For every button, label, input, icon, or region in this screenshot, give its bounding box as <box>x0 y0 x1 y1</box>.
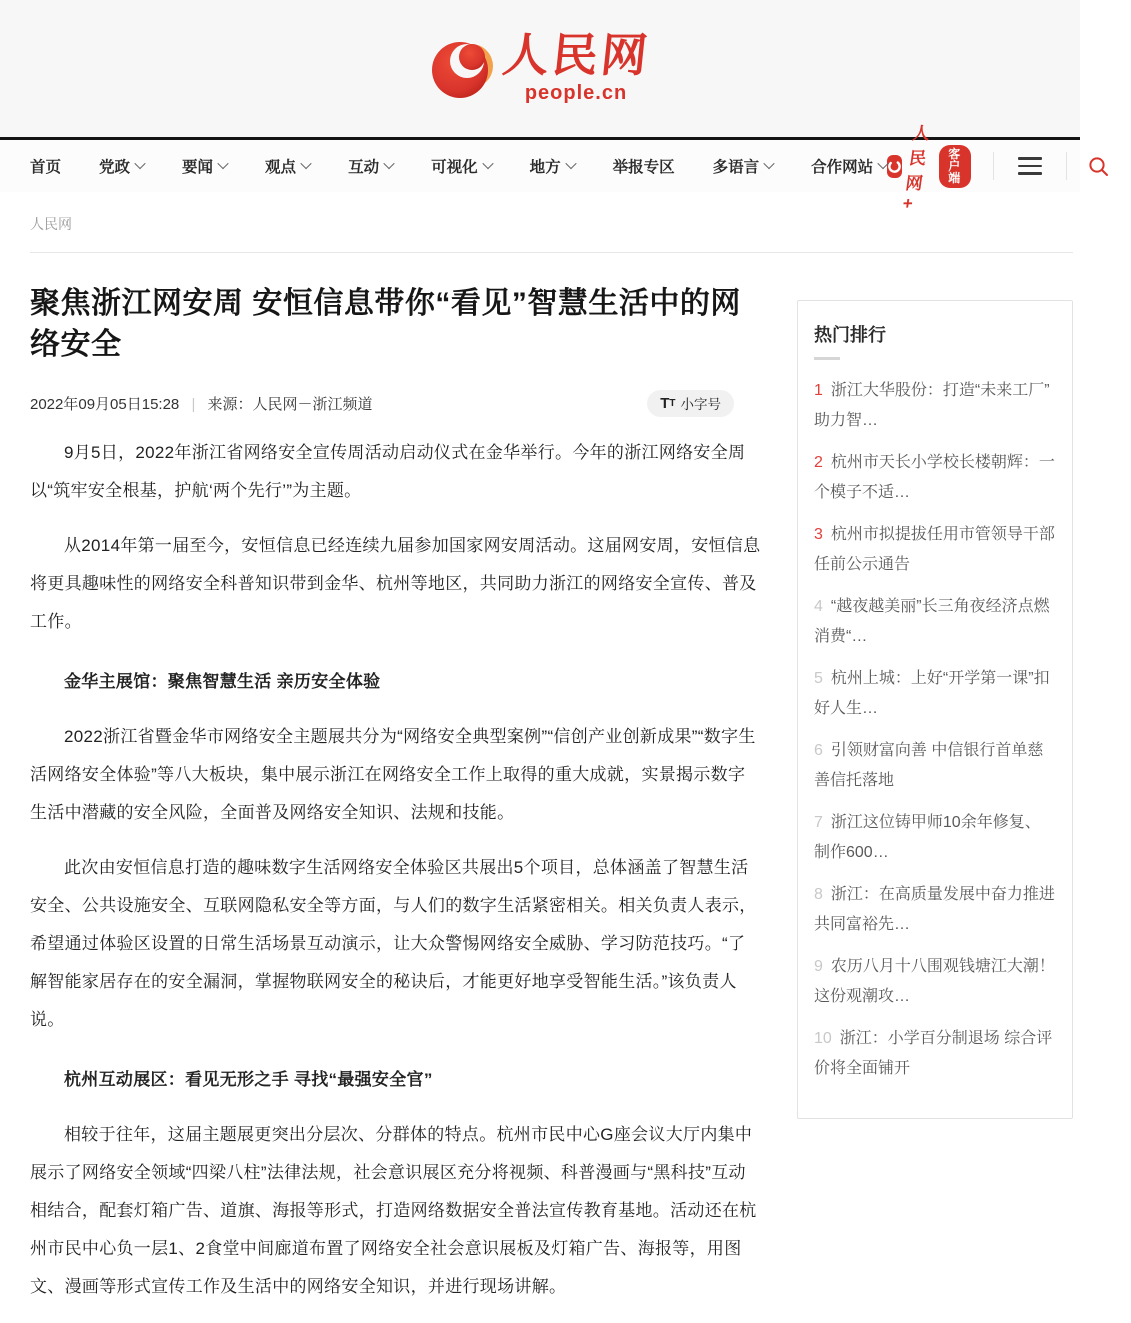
font-size-label: 小字号 <box>680 397 721 413</box>
source-link[interactable]: 人民网－浙江频道 <box>252 395 373 413</box>
nav-item-label: 可视化 <box>431 159 478 176</box>
chevron-down-icon <box>217 157 228 168</box>
hot-rank-underline <box>814 357 840 360</box>
nav-item-label: 观点 <box>265 159 297 176</box>
article-meta-left <box>30 393 373 414</box>
vertical-divider <box>1066 152 1067 180</box>
nav-item <box>613 155 675 177</box>
nav-item-label: 多语言 <box>712 159 760 176</box>
rank-text: “越夜越美丽”长三角夜经济点燃消费“… <box>814 598 1050 645</box>
rank-number: 9 <box>814 958 823 975</box>
main-nav <box>0 123 1080 213</box>
menu-icon-bar <box>1018 172 1042 175</box>
article-paragraph: 从2014年第一届至今，安恒信息已经连续九届参加国家网安周活动。这届网安周，安恒信息将更具趣味性的网络安全科普知识带到金华、杭州等地区，共同助力浙江的网络安全宣传、普及工作。 <box>30 535 761 631</box>
page-body <box>0 253 1080 1323</box>
chevron-down-icon <box>383 157 394 168</box>
rank-number: 10 <box>814 1030 832 1047</box>
hot-rank-panel <box>797 300 1073 1119</box>
app-client-pill: 客户端 <box>939 145 971 188</box>
nav-item <box>713 155 774 177</box>
search-button[interactable] <box>1088 156 1109 177</box>
menu-icon-bar <box>1018 165 1042 168</box>
nav-link[interactable] <box>811 155 887 177</box>
meta-separator: | <box>191 395 196 413</box>
app-badge-brand: 人民网+ <box>901 123 933 213</box>
nav-item <box>348 155 393 177</box>
article-body <box>30 434 762 1306</box>
rank-text: 杭州上城：上好“开学第一课”扣好人生… <box>814 670 1050 717</box>
nav-item-label: 互动 <box>348 159 380 176</box>
peoplesdaily-plus-badge[interactable] <box>887 119 971 214</box>
nav-link[interactable] <box>613 155 675 177</box>
nav-item <box>99 155 144 177</box>
hot-rank-item[interactable] <box>814 448 1056 508</box>
nav-link[interactable] <box>713 155 774 177</box>
article-paragraph: 9月5日，2022年浙江省网络安全宣传周活动启动仪式在金华举行。今年的浙江网络安全周以“筑牢安全根基，护航‘两个先行’”为主题。 <box>30 442 746 500</box>
hamburger-menu-button[interactable] <box>1016 155 1044 177</box>
nav-item <box>265 155 310 177</box>
rank-text: 浙江这位铸甲师10余年修复、制作600… <box>814 814 1041 861</box>
hot-rank-item[interactable] <box>814 376 1056 436</box>
rank-number: 7 <box>814 814 823 831</box>
hot-rank-title: 热门排行 <box>814 325 886 345</box>
hot-rank-item[interactable] <box>814 1024 1056 1084</box>
nav-item <box>30 155 61 177</box>
nav-link[interactable] <box>431 155 492 177</box>
nav-item-label: 合作网站 <box>811 159 874 176</box>
nav-item-label: 党政 <box>99 159 131 176</box>
rank-text: 浙江：小学百分制退场 综合评价将全面铺开 <box>814 1030 1053 1077</box>
rank-text: 杭州市拟提拔任用市管领导干部任前公示通告 <box>814 526 1055 573</box>
nav-link[interactable] <box>348 155 393 177</box>
hot-rank-item[interactable] <box>814 592 1056 652</box>
logo-en: people.cn <box>524 82 628 104</box>
article-paragraph: 金华主展馆：聚焦智慧生活 亲历安全体验 <box>64 671 381 691</box>
nav-item <box>811 155 887 177</box>
hot-rank-item[interactable] <box>814 736 1056 796</box>
breadcrumb-link-people[interactable]: 人民网 <box>30 216 72 232</box>
nav-item <box>530 155 575 177</box>
chevron-down-icon <box>134 157 145 168</box>
rank-number: 3 <box>814 526 823 543</box>
nav-item-label: 地方 <box>529 159 561 176</box>
hot-rank-item[interactable] <box>814 520 1056 580</box>
hot-rank-item[interactable] <box>814 808 1056 868</box>
rank-text: 杭州市天长小学校长楼朝辉：一个模子不适… <box>814 454 1055 501</box>
hot-rank-item[interactable] <box>814 952 1056 1012</box>
rank-text: 引领财富向善 中信银行首单慈善信托落地 <box>814 742 1044 789</box>
article-title: 聚焦浙江网安周 安恒信息带你“看见”智慧生活中的网络安全 <box>30 287 741 362</box>
search-icon <box>1088 156 1109 177</box>
nav-link[interactable] <box>182 155 227 177</box>
nav-right-cluster <box>887 119 1131 214</box>
hot-rank-item[interactable] <box>814 664 1056 724</box>
article-paragraph: 此次由安恒信息打造的趣味数字生活网络安全体验区共展出5个项目，总体涵盖了智慧生活安全、公共设施安全、互联网隐私安全等方面，与人们的数字生活紧密相关。相关负责人表示，希望通过体验区设置的日常生活场景互动演示，让大众警惕网络安全威胁、学习防范技巧。“了解智能家居存在的安全漏洞，掌握物联网安全的秘诀后，才能更好地享受智能生活。”该负责人说。 <box>30 857 757 1029</box>
font-size-icon-small: T <box>669 397 676 409</box>
logo-text <box>499 29 653 105</box>
font-size-control[interactable] <box>647 390 734 417</box>
article-paragraph: 杭州互动展区：看见无形之手 寻找“最强安全官” <box>64 1069 433 1089</box>
article <box>30 253 762 1323</box>
chevron-down-icon <box>763 157 774 168</box>
hot-rank-list <box>814 376 1056 1084</box>
source-label: 来源： <box>207 395 253 413</box>
menu-icon-bar <box>1018 157 1042 160</box>
nav-item-label: 举报专区 <box>612 159 675 176</box>
people-logo[interactable] <box>431 29 653 105</box>
people-globe-icon <box>431 38 493 100</box>
article-meta <box>30 390 762 417</box>
nav-link[interactable] <box>30 155 61 177</box>
nav-item <box>182 155 227 177</box>
chevron-down-icon <box>300 157 311 168</box>
font-size-icon: T <box>660 394 670 412</box>
nav-item-label: 首页 <box>30 159 62 176</box>
vertical-divider <box>993 152 994 180</box>
rank-number: 2 <box>814 454 823 471</box>
rank-number: 8 <box>814 886 823 903</box>
rank-text: 浙江：在高质量发展中奋力推进共同富裕先… <box>814 886 1055 933</box>
rank-text: 农历八月十八围观钱塘江大潮！这份观潮攻… <box>814 958 1055 1005</box>
rank-number: 1 <box>814 382 823 399</box>
article-paragraph: 2022浙江省暨金华市网络安全主题展共分为“网络安全典型案例”“信创产业创新成果”“数字生活网络安全体验”等八大板块，集中展示浙江在网络安全工作上取得的重大成就，实景揭示数字生活中潜藏的安全风险，全面普及网络安全知识、法规和技能。 <box>30 726 756 822</box>
logo-cn: 人民网 <box>499 29 653 81</box>
chevron-down-icon <box>565 157 576 168</box>
rank-number: 4 <box>814 598 823 615</box>
nav-link[interactable] <box>265 155 310 177</box>
app-badge-swirl-icon <box>887 155 902 178</box>
nav-list <box>30 155 887 177</box>
rank-number: 6 <box>814 742 823 759</box>
nav-item-label: 要闻 <box>182 159 214 176</box>
nav-item <box>431 155 492 177</box>
nav-link[interactable] <box>530 155 575 177</box>
site-header <box>0 0 1080 137</box>
hot-rank-item[interactable] <box>814 880 1056 940</box>
publish-date: 2022年09月05日15:28 <box>30 395 180 413</box>
rank-text: 浙江大华股份：打造“未来工厂” 助力智… <box>814 382 1050 429</box>
nav-link[interactable] <box>99 155 144 177</box>
chevron-down-icon <box>482 157 493 168</box>
rank-number: 5 <box>814 670 823 687</box>
article-paragraph: 相较于往年，这届主题展更突出分层次、分群体的特点。杭州市民中心G座会议大厅内集中展示了网络安全领域“四梁八柱”法律法规，社会意识展区充分将视频、科普漫画与“黑科技”互动相结合，配套灯箱广告、道旗、海报等形式，打造网络数据安全普法宣传教育基地。活动还在杭州市民中心负一层1、2食堂中间廊道布置了网络安全社会意识展板及灯箱广告、海报等，用图文、漫画等形式宣传工作及生活中的网络安全知识，并进行现场讲解。 <box>30 1124 757 1296</box>
